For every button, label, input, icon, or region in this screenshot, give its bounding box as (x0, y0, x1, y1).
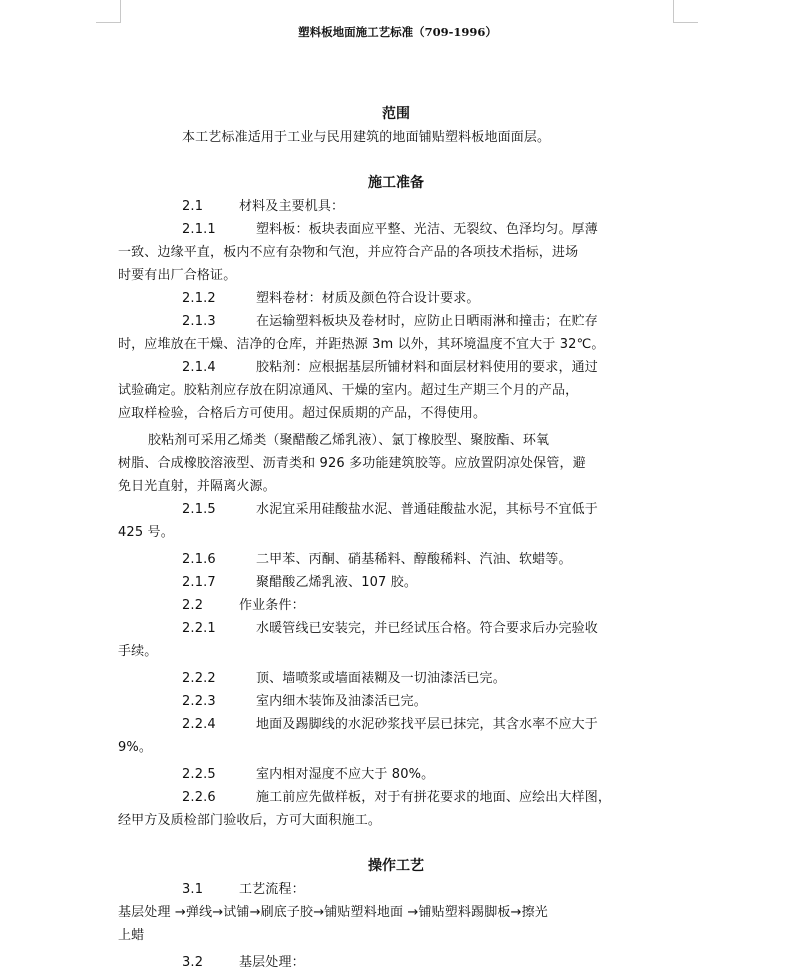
item-2-2-4-cont: 9%。 (118, 740, 153, 755)
section-title-scope: 范围 (382, 106, 410, 122)
item-2-2-4 (118, 713, 674, 736)
item-text: 顶、墙喷浆或墙面裱糊及一切油漆活已完。 (256, 671, 506, 686)
item-number: 3.2 (182, 955, 204, 970)
item-2-2-6 (118, 786, 674, 809)
item-text: 室内相对湿度不应大于 80%。 (256, 767, 435, 782)
section-title-operations: 操作工艺 (368, 858, 424, 874)
item-text: 地面及踢脚线的水泥砂浆找平层已抹完，其含水率不应大于 (256, 717, 598, 732)
spacer (118, 149, 674, 172)
item-number: 2.1.1 (182, 222, 216, 237)
item-number: 2.2 (182, 598, 204, 613)
item-2-2-2 (118, 667, 674, 690)
section-title-preparation: 施工准备 (368, 175, 424, 191)
item-number: 2.1.2 (182, 291, 216, 306)
item-text: 材料及主要机具： (239, 199, 345, 214)
item-2-1-3-cont: 时，应堆放在干燥、洁净的仓库，并距热源 3m 以外，其环境温度不宜大于 32℃。 (118, 337, 605, 352)
item-number: 2.1.7 (182, 575, 216, 590)
item-number: 3.1 (182, 882, 204, 897)
item-number: 2.2.1 (182, 621, 216, 636)
glue-paragraph: 胶粘剂可采用乙烯类（聚醋酸乙烯乳液）、氯丁橡胶型、聚胺酯、环氧 (148, 433, 550, 448)
item-number: 2.1 (182, 199, 204, 214)
item-2-1-1 (118, 218, 674, 241)
glue-paragraph-cont: 免日光直射，并隔离火源。 (118, 479, 276, 494)
item-text: 工艺流程： (239, 882, 305, 897)
item-3-2 (118, 951, 674, 974)
item-text: 水暖管线已安装完，并已经试压合格。符合要求后办完验收 (256, 621, 598, 636)
item-2-1-4-cont: 试验确定。胶粘剂应存放在阴凉通风、干燥的室内。超过生产期三个月的产品， (118, 383, 579, 398)
item-2-2-1-cont: 手续。 (118, 644, 158, 659)
page-corner-mark-right (673, 0, 698, 23)
glue-paragraph-cont: 树脂、合成橡胶溶液型、沥青类和 926 多功能建筑胶等。应放置阴凉处保管，避 (118, 456, 586, 471)
document-body (118, 103, 674, 974)
item-number: 2.2.6 (182, 790, 216, 805)
item-2-1-7 (118, 571, 674, 594)
item-number: 2.1.3 (182, 314, 216, 329)
scope-paragraph: 本工艺标准适用于工业与民用建筑的地面铺贴塑料板地面面层。 (182, 130, 551, 145)
item-number: 2.2.2 (182, 671, 216, 686)
item-text: 作业条件： (239, 598, 305, 613)
item-2-1-6 (118, 548, 674, 571)
item-text: 水泥宜采用硅酸盐水泥、普通硅酸盐水泥，其标号不宜低于 (256, 502, 598, 517)
item-text: 塑料卷材：材质及颜色符合设计要求。 (256, 291, 480, 306)
item-3-1 (118, 878, 674, 901)
item-number: 2.1.6 (182, 552, 216, 567)
item-2-1-1-cont: 一致、边缘平直，板内不应有杂物和气泡，并应符合产品的各项技术指标，进场 (118, 245, 579, 260)
item-number: 2.2.4 (182, 717, 216, 732)
item-text: 施工前应先做样板，对于有拼花要求的地面、应绘出大样图， (256, 790, 612, 805)
item-text: 基层处理： (239, 955, 305, 970)
item-2-1-3 (118, 310, 674, 333)
item-2-2-1 (118, 617, 674, 640)
item-text: 胶粘剂：应根据基层所铺材料和面层材料使用的要求，通过 (256, 360, 598, 375)
item-number: 2.1.5 (182, 502, 216, 517)
item-2-1-1-cont: 时要有出厂合格证。 (118, 268, 237, 283)
item-2-1-5 (118, 498, 674, 521)
item-2-2-6-cont: 经甲方及质检部门验收后，方可大面积施工。 (118, 813, 382, 828)
process-flow: 基层处理 →弹线→试铺→刷底子胶→铺贴塑料地面 →铺贴塑料踢脚板→擦光 (118, 905, 548, 920)
item-number: 2.2.3 (182, 694, 216, 709)
item-number: 2.1.4 (182, 360, 216, 375)
item-text: 二甲苯、丙酮、硝基稀料、醇酸稀料、汽油、软蜡等。 (256, 552, 572, 567)
item-2-1-2 (118, 287, 674, 310)
process-flow-cont: 上蜡 (118, 928, 145, 943)
item-2-1 (118, 195, 674, 218)
item-text: 聚醋酸乙烯乳液、107 胶。 (256, 575, 418, 590)
item-2-2 (118, 594, 674, 617)
item-text: 室内细木装饰及油漆活已完。 (256, 694, 427, 709)
item-2-2-5 (118, 763, 674, 786)
spacer (118, 832, 674, 855)
item-2-2-3 (118, 690, 674, 713)
page-corner-mark-left (96, 0, 121, 23)
item-2-1-5-cont: 425 号。 (118, 525, 174, 540)
item-text: 塑料板：板块表面应平整、光洁、无裂纹、色泽均匀。厚薄 (256, 222, 598, 237)
page-header-title: 塑料板地面施工艺标准（709-1996） (298, 25, 497, 39)
item-2-1-4-cont: 应取样检验，合格后方可使用。超过保质期的产品，不得使用。 (118, 406, 487, 421)
item-text: 在运输塑料板块及卷材时，应防止日晒雨淋和撞击；在贮存 (256, 314, 598, 329)
item-2-1-4 (118, 356, 674, 379)
item-number: 2.2.5 (182, 767, 216, 782)
